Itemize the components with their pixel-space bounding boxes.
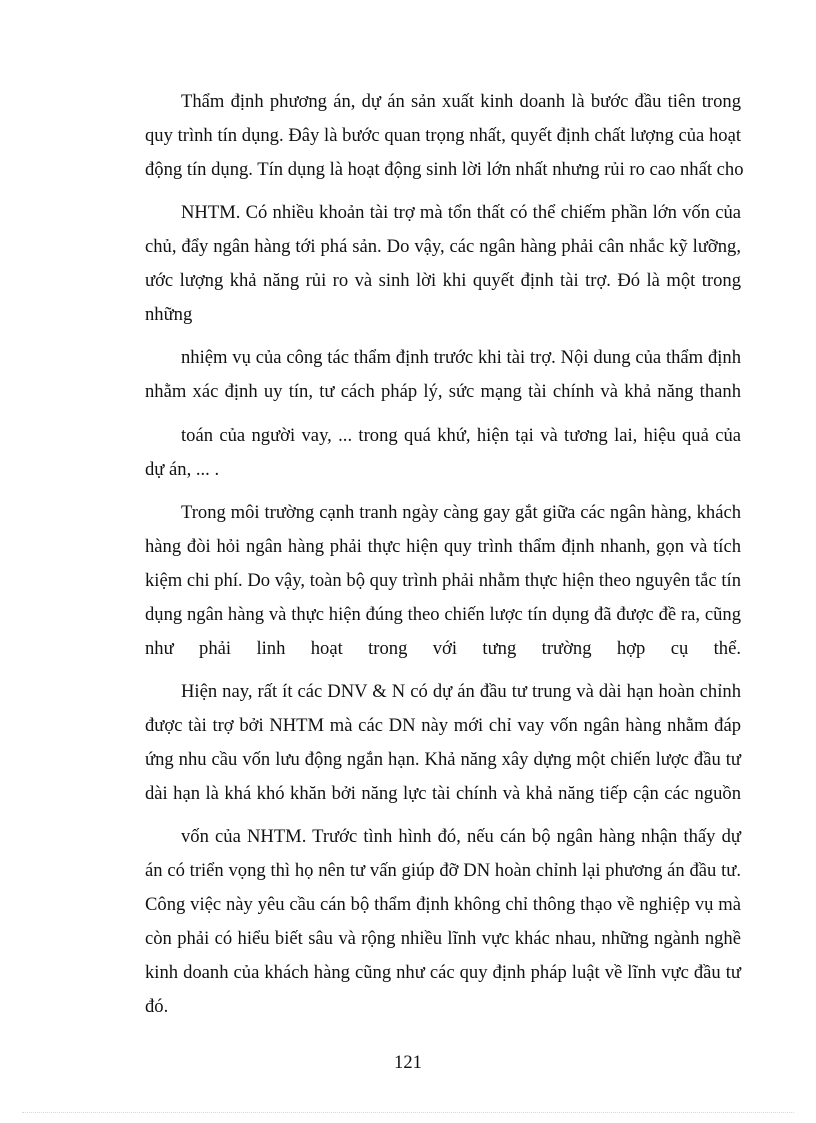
paragraph-line: ứng nhu cầu vốn lưu động ngắn hạn. Khả năng xây dựng một chiến lược đầu tư — [145, 749, 741, 770]
paragraph-line: Trong môi trường cạnh tranh ngày càng gay gắt giữa các ngân hàng, khách — [181, 502, 741, 523]
paragraph-line: hàng đòi hỏi ngân hàng phải thực hiện quy trình thẩm định nhanh, gọn và tích — [145, 536, 741, 557]
paragraph-line: còn phải có hiểu biết sâu và rộng nhiều lĩnh vực khác nhau, những ngành nghề — [145, 928, 741, 949]
paragraph-line: dài hạn là khá khó khăn bởi năng lực tài chính và khả năng tiếp cận các nguồn — [145, 783, 741, 804]
paragraph-line: quy trình tín dụng. Đây là bước quan trọng nhất, quyết định chất lượng của hoạt — [145, 125, 741, 146]
paragraph-line: vốn của NHTM. Trước tình hình đó, nếu cán bộ ngân hàng nhận thấy dự — [181, 826, 741, 847]
paragraph-line: những — [145, 304, 193, 325]
paragraph-line: như phải linh hoạt trong với tưng trường hợp cụ thể. — [145, 638, 741, 659]
paragraph-line: đó. — [145, 996, 169, 1017]
paragraph-line: toán của người vay, ... trong quá khứ, hiện tại và tương lai, hiệu quả của — [181, 425, 741, 446]
paragraph-line: NHTM. Có nhiều khoản tài trợ mà tổn thất có thể chiếm phần lớn vốn của — [181, 202, 741, 223]
paragraph-line: chủ, đẩy ngân hàng tới phá sản. Do vậy, các ngân hàng phải cân nhắc kỹ lưỡng, — [145, 236, 741, 257]
paragraph-line: dụng ngân hàng và thực hiện đúng theo chiến lược tín dụng đã được đề ra, cũng — [145, 604, 741, 625]
paragraph-line: Công việc này yêu cầu cán bộ thẩm định không chỉ thông thạo về nghiệp vụ mà — [145, 894, 741, 915]
paragraph-line: án có triển vọng thì họ nên tư vấn giúp đỡ DN hoàn chỉnh lại phương án đầu tư. — [145, 860, 741, 881]
paragraph-line: ước lượng khả năng rủi ro và sinh lời khi quyết định tài trợ. Đó là một trong — [145, 270, 741, 291]
paragraph-line: kinh doanh của khách hàng cũng như các quy định pháp luật về lĩnh vực đầu tư — [145, 962, 741, 983]
paragraph-line: nhằm xác định uy tín, tư cách pháp lý, sức mạng tài chính và khả năng thanh — [145, 381, 741, 402]
paragraph-line: Thẩm định phương án, dự án sản xuất kinh doanh là bước đầu tiên trong — [181, 91, 741, 112]
paragraph-line: được tài trợ bởi NHTM mà các DN này mới chỉ vay vốn ngân hàng nhằm đáp — [145, 715, 741, 736]
paragraph-line: Hiện nay, rất ít các DNV & N có dự án đầu tư trung và dài hạn hoàn chỉnh — [181, 681, 741, 702]
paragraph-line: kiệm chi phí. Do vậy, toàn bộ quy trình phải nhằm thực hiện theo nguyên tắc tín — [145, 570, 741, 591]
page-bottom-divider — [22, 1112, 794, 1113]
paragraph-line: động tín dụng. Tín dụng là hoạt động sinh lời lớn nhất nhưng rủi ro cao nhất cho — [145, 159, 744, 180]
page-number: 121 — [394, 1052, 422, 1073]
paragraph-line: dự án, ... . — [145, 459, 220, 480]
paragraph-line: nhiệm vụ của công tác thẩm định trước khi tài trợ. Nội dung của thẩm định — [181, 347, 741, 368]
